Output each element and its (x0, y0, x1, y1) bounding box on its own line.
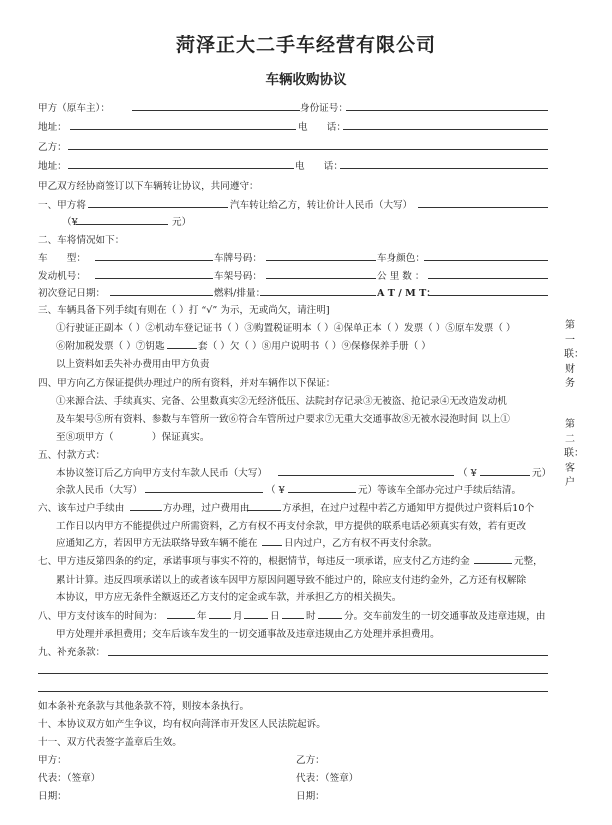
party-b-date-label: 日期： (296, 791, 325, 802)
vehicle-model-field[interactable] (95, 260, 213, 261)
guarantee-line-2: 及车架号⑤所有资料、参数与车管所一致⑥符合车管所过户要求⑦无重大交通事故⑧无被水浸泡时间 以上① (56, 414, 510, 425)
section-1-text-a: 一、甲方将 (38, 200, 86, 211)
party-b-label: 乙方： (38, 142, 67, 153)
transmission-label: A T / M T： (377, 288, 436, 299)
first-registration-label: 初次登记日期： (38, 288, 106, 299)
copy-2-customer-note: 第二联：客户 (564, 419, 584, 488)
plate-number-label: 车牌号码： (214, 253, 262, 264)
day-field[interactable] (244, 618, 268, 619)
guarantee-line-3: 至⑧项甲方（ ）保证真实。 (56, 432, 210, 443)
payment-amount-field[interactable] (480, 475, 530, 476)
year-field[interactable] (167, 618, 195, 619)
frame-number-label: 车架号码： (214, 271, 262, 282)
balance-line-c: 元）等该车全部办完过户手续后结清。 (358, 485, 522, 496)
section-7-line-2: 累计计算。违反四项承诺以上的或者该车因甲方原因问题导致不能过户的，除应支付违约金外，乙方还有权解除 (56, 575, 527, 586)
transfer-handler-field[interactable] (130, 510, 162, 511)
mileage-field[interactable] (428, 278, 548, 279)
party-a-field[interactable] (132, 110, 300, 111)
hour-field[interactable] (282, 618, 304, 619)
party-a-phone-field[interactable] (343, 129, 548, 130)
section-8-text-a: 八、甲方支付该车的时间为： (38, 611, 163, 622)
party-b-phone-field[interactable] (340, 168, 548, 169)
plate-number-field[interactable] (266, 260, 376, 261)
price-amount-field[interactable] (76, 224, 168, 225)
section-4-heading: 四、甲方向乙方保证提供办理过户的所有资料，并对车辆作以下保证： (38, 378, 336, 389)
vehicle-name-field[interactable] (88, 207, 228, 208)
documents-list-line-2b: 套（ ）欠（ ）⑧用户说明书（ ）⑨保修保养手册（ ） (198, 341, 431, 352)
transfer-days-field[interactable] (262, 545, 282, 546)
year-label: 年 (197, 611, 207, 622)
supplementary-terms-line-3[interactable] (38, 691, 548, 692)
key-count-field[interactable] (167, 348, 197, 349)
section-10-text: 十、本协议双方如产生争议，均有权向菏泽市开发区人民法院起诉。 (38, 719, 326, 730)
payment-words-field[interactable] (278, 475, 454, 476)
party-b-signature-label: 乙方： (296, 755, 325, 766)
section-8-line-2: 甲方处理并承担费用；交车后该车发生的一切交通事故及违章违规由乙方处理并承担费用。 (56, 629, 440, 640)
party-a-signature-label: 甲方： (38, 755, 67, 766)
engine-number-field[interactable] (95, 278, 213, 279)
party-a-representative-label: 代表：（签章） (38, 773, 101, 784)
balance-line-a: 余款人民币（大写） (56, 485, 143, 496)
balance-amount-field[interactable] (288, 492, 356, 493)
frame-number-field[interactable] (266, 278, 376, 279)
party-a-date-label: 日期： (38, 791, 67, 802)
section-1-text-d: 元） (172, 217, 192, 228)
first-registration-field[interactable] (110, 295, 213, 296)
id-number-field[interactable] (346, 110, 548, 111)
party-a-label: 甲方（原车主）： (38, 103, 110, 114)
section-1-text-c: （¥ (62, 217, 78, 228)
transfer-fee-party-field[interactable] (247, 510, 281, 511)
fuel-displacement-field[interactable] (260, 295, 376, 296)
guarantee-line-1: ①来源合法、手续真实、完备、公里数真实②无经济低压、法院封存记录③无被盗、抢记录④无改造发动机 (56, 396, 507, 407)
section-11-text: 十一、双方代表签字盖章后生效。 (38, 737, 182, 748)
penalty-amount-field[interactable] (474, 563, 512, 564)
party-b-field[interactable] (68, 149, 548, 150)
section-6-line-2: 工作日以内甲方不能提供过户所需资料，乙方有权不再支付余款，甲方提供的联系电话必须真实有效，若有更改 (56, 521, 527, 532)
balance-words-field[interactable] (145, 492, 263, 493)
section-1-text-b: 汽车转让给乙方，转让价计人民币（大写） (230, 200, 413, 211)
section-2-heading: 二、车将情况如下： (38, 235, 125, 246)
transmission-field[interactable] (428, 295, 548, 296)
month-field[interactable] (209, 618, 231, 619)
section-6-text-a: 六、该车过户手续由 (38, 503, 125, 514)
party-b-address-label: 地址： (38, 161, 67, 172)
section-8-text-b: 分。交车前发生的一切交通事故及违章违规，由 (344, 611, 546, 622)
party-a-phone-label: 电 话： (298, 122, 346, 133)
fuel-displacement-label: 燃料/排量： (214, 288, 266, 299)
documents-list-line-2a: ⑥附加税发票（ ）⑦钥匙 (56, 341, 165, 352)
supplementary-terms-line-2[interactable] (38, 673, 548, 674)
body-color-field[interactable] (424, 260, 548, 261)
balance-line-b: （ ¥ (266, 485, 285, 496)
section-7-line-3: 本协议，甲方应无条件全额返还乙方支付的定金或车款，并承担乙方的相关损失。 (56, 592, 402, 603)
section-9-heading: 九、补充条款： (38, 647, 106, 658)
engine-number-label: 发动机号： (38, 271, 86, 282)
party-a-address-label: 地址： (38, 122, 67, 133)
id-number-label: 身份证号： (300, 103, 348, 114)
payment-line-1a: 本协议签订后乙方向甲方支付车款人民币（大写） (56, 468, 268, 479)
document-title: 车辆收购协议 (265, 72, 347, 88)
supplementary-terms-line-1[interactable] (108, 655, 548, 656)
section-7-text-a: 七、甲方违反第四条的约定，承诺事项与事实不符的，根据情节，每违反一项承诺，应支付乙方违约金 (38, 556, 470, 567)
party-b-phone-label: 电 话： (295, 161, 343, 172)
party-b-representative-label: 代表：（签章） (296, 773, 359, 784)
party-b-address-field[interactable] (68, 168, 294, 169)
documents-list-line-1: ①行驶证正副本（ ）②机动车登记证书（ ）③购置税证明本（ ）④保单正本（ ）发票（ ）⑤原车发票（ ） (56, 323, 516, 334)
section-6-text-b: 方办理，过户费用由 (163, 503, 250, 514)
supplementary-note: 如本条补充条款与其他条款不符，则按本条执行。 (38, 701, 250, 712)
company-name: 菏泽正大二手车经营有限公司 (175, 34, 436, 56)
section-3-heading: 三、车辆具备下列手续[有则在（ ）打 “√” 为示，无或尚欠，请注明] (38, 305, 330, 316)
minute-field[interactable] (318, 618, 342, 619)
section-6-line-3b: 日内过户，乙方有权不再支付余款。 (284, 538, 438, 549)
payment-line-1c: 元） (532, 468, 552, 479)
vehicle-model-label: 车 型： (38, 253, 86, 264)
month-label: 月 (233, 611, 243, 622)
mileage-label: 公 里 数 ： (377, 271, 425, 282)
body-color-label: 车身颜色： (377, 253, 425, 264)
payment-line-1b: （ ¥ (458, 468, 477, 479)
party-a-address-field[interactable] (70, 129, 296, 130)
price-in-words-field[interactable] (418, 207, 548, 208)
section-7-text-b: 元整， (514, 556, 543, 567)
hour-label: 时 (306, 611, 316, 622)
copy-1-finance-note: 第一联：财务 (564, 320, 584, 389)
documents-note: 以上资料如丢失补办费用由甲方负责 (56, 359, 210, 370)
intro-text: 甲乙双方经协商签订以下车辆转让协议，共同遵守： (38, 181, 259, 192)
day-label: 日 (270, 611, 280, 622)
section-6-line-3a: 应通知乙方，若因甲方无法联络导致车辆不能在 (56, 538, 258, 549)
section-6-text-c: 方承担，在过户过程中若乙方通知甲方提供过户资料后10个 (282, 503, 535, 514)
section-5-heading: 五、付款方式： (38, 450, 106, 461)
